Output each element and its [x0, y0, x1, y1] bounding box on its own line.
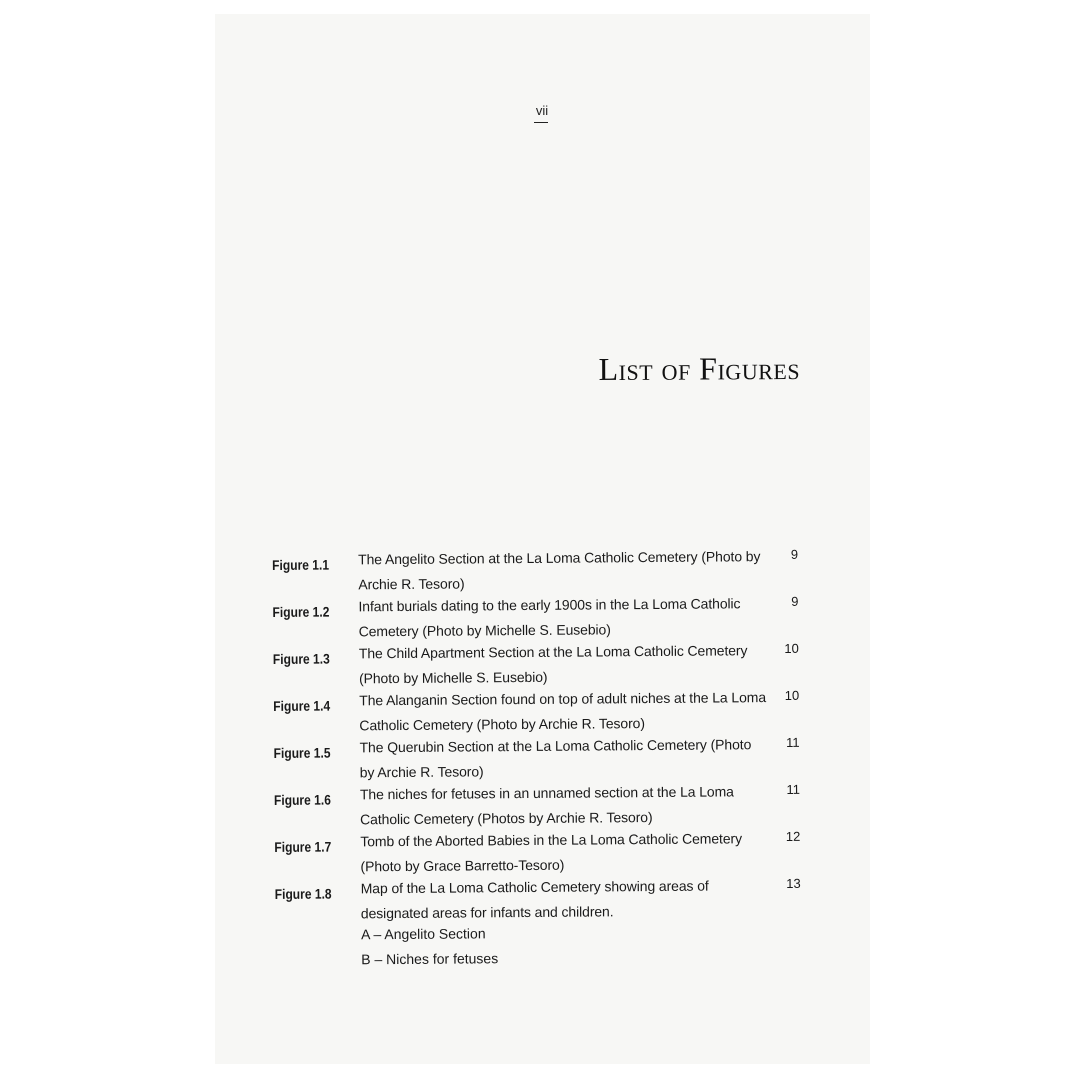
figure-caption: Infant burials dating to the early 1900s in the La Loma Catholic Cemetery (Photo by Michelle S. Eusebio): [358, 595, 741, 640]
figure-entry: [274, 826, 814, 877]
figure-entry: [272, 544, 812, 595]
figure-caption: The Child Apartment Section at the La Loma Catholic Cemetery (Photo by Michelle S. Eusebio): [358, 642, 748, 687]
figure-entry: [273, 732, 813, 783]
figure-entry: [275, 873, 815, 924]
figure-label: Figure 1.3: [272, 650, 330, 667]
page-title: List of Figures: [598, 350, 801, 388]
figure-label: Figure 1.1: [272, 556, 330, 573]
legend-item-b: B – Niches for fetuses: [361, 950, 499, 968]
figure-caption: The niches for fetuses in an unnamed section at the La Loma Catholic Cemetery (Photos by Archie R. Tesoro): [359, 783, 734, 828]
figure-page-number: 10: [784, 687, 800, 703]
figure-label: Figure 1.6: [273, 791, 331, 808]
figure-entry: [272, 591, 812, 642]
figure-caption: The Querubin Section at the La Loma Catholic Cemetery (Photo by Archie R. Tesoro): [359, 736, 752, 781]
figure-page-number: 10: [784, 640, 799, 656]
figure-label: Figure 1.2: [272, 603, 330, 620]
figure-page-number: 11: [786, 781, 800, 797]
figure-caption: Tomb of the Aborted Babies in the La Loma Catholic Cemetery (Photo by Grace Barretto-Tesoro): [360, 830, 743, 875]
figure-1-8-legend: [361, 919, 815, 973]
figure-page-number: 11: [785, 734, 800, 750]
legend-item-a: A – Angelito Section: [360, 925, 486, 943]
figure-label: Figure 1.7: [274, 838, 332, 855]
figure-label: Figure 1.8: [274, 885, 332, 902]
figure-list: [272, 544, 815, 973]
page-number-underline: [534, 122, 548, 123]
figure-page-number: 12: [785, 828, 801, 844]
figure-caption: The Alanganin Section found on top of adult niches at the La Loma Catholic Cemetery (Photo by Archie R. Tesoro): [359, 689, 767, 734]
figure-caption: Map of the La Loma Catholic Cemetery showing areas of designated areas for infants and children.: [360, 877, 709, 922]
figure-caption: The Angelito Section at the La Loma Catholic Cemetery (Photo by Archie R. Tesoro): [358, 548, 761, 593]
figure-page-number: 13: [786, 875, 801, 891]
figure-entry: [273, 638, 813, 689]
page-number: vii: [535, 103, 549, 118]
figure-label: Figure 1.5: [273, 744, 331, 761]
figure-entry: [274, 779, 814, 830]
figure-page-number: 9: [790, 546, 799, 562]
figure-page-number: 9: [791, 593, 799, 609]
figure-label: Figure 1.4: [273, 697, 331, 714]
figure-entry: [273, 685, 813, 736]
